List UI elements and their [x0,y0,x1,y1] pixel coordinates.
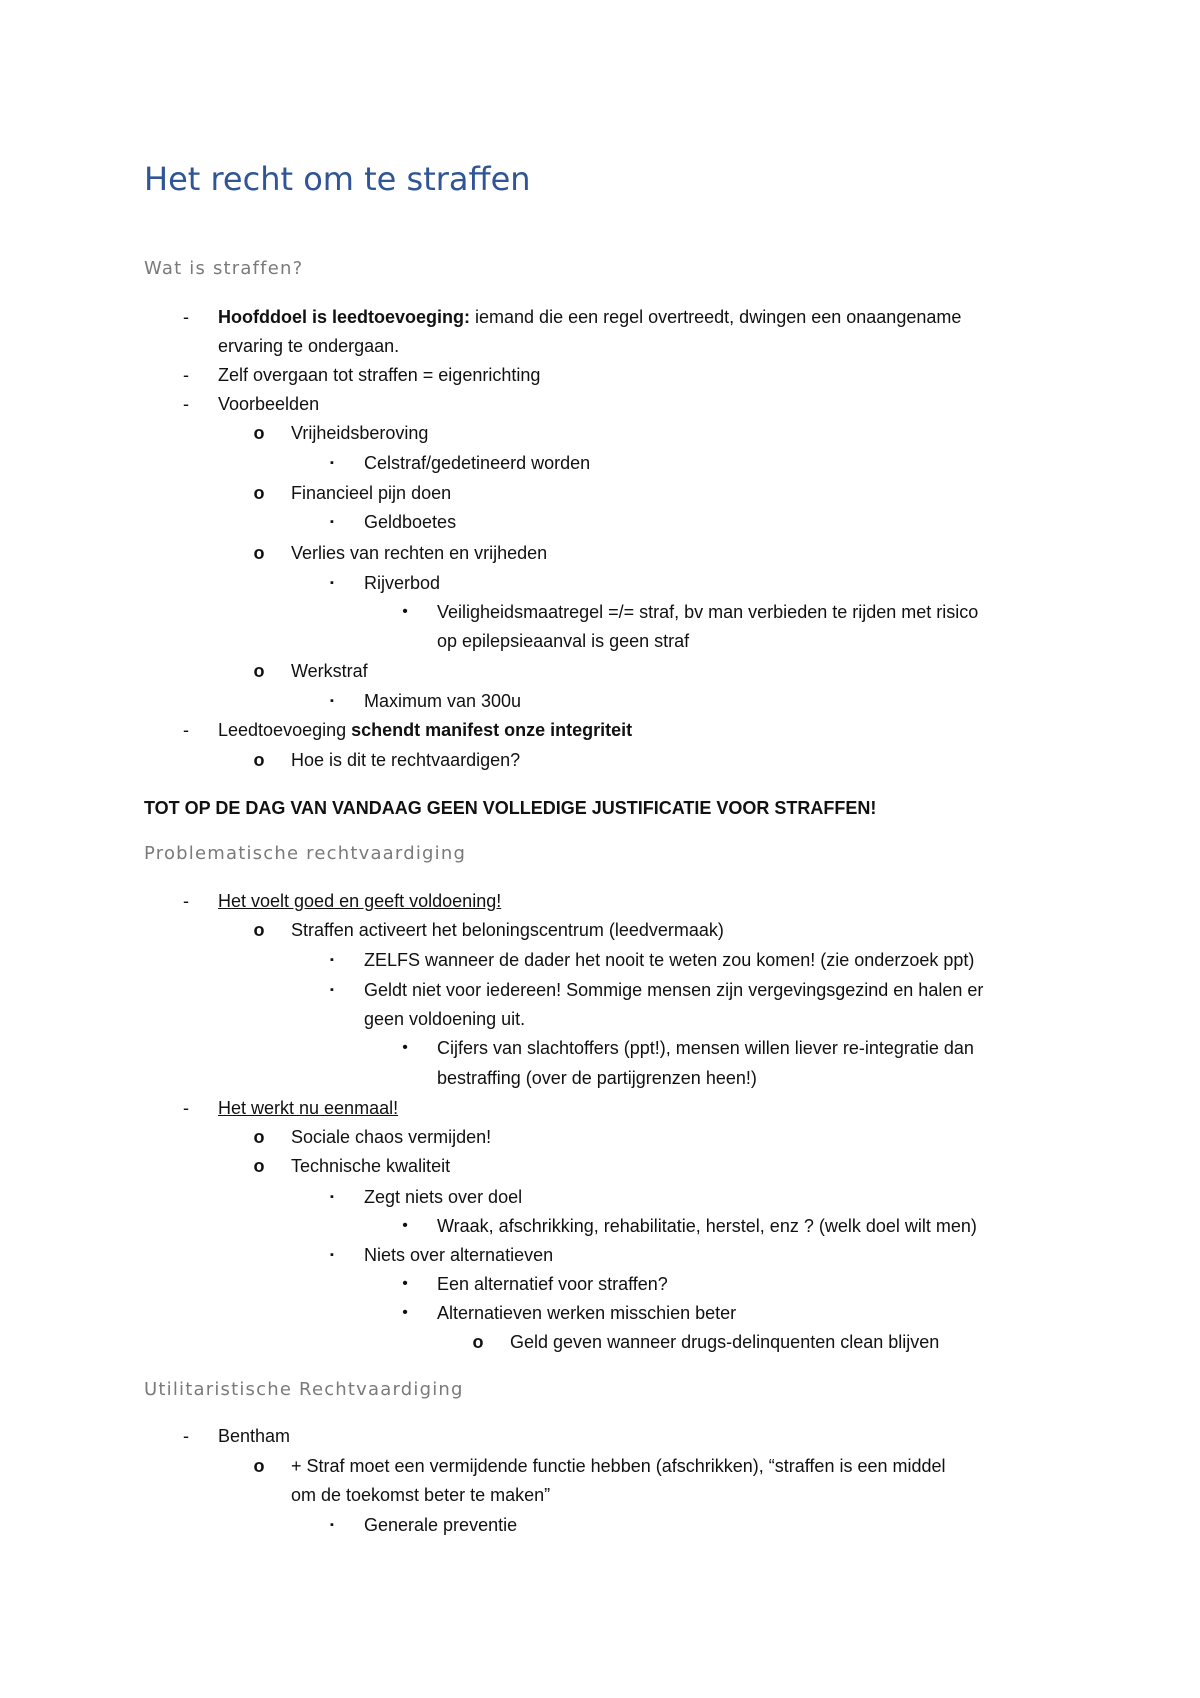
list-item: Zegt niets over doel [364,1187,523,1207]
list-item: Rijverbod [364,573,441,593]
list-item: Werkstraf [291,661,368,681]
bold-text: Hoofddoel is leedtoevoeging: [218,307,471,327]
text: Leedtoevoeging [218,720,352,740]
dot-bullet: • [402,1039,408,1056]
text: iemand die een regel overtreedt, dwingen een onaangename [470,307,962,327]
dash-bullet: - [183,1426,189,1446]
list-item: Vrijheidsberoving [291,423,429,443]
list-item: Alternatieven werken misschien beter [437,1303,737,1323]
circle-bullet: o [253,661,265,681]
circle-bullet: o [253,1456,265,1476]
section-heading-utilitaristische-rechtvaardiging: Utilitaristische Rechtvaardiging [144,1379,464,1400]
list-item: ZELFS wanneer de dader het nooit te weten zou komen! (zie onderzoek ppt) [364,950,975,970]
list-item: Het werkt nu eenmaal! [218,1098,399,1118]
list-item: Niets over alternatieven [364,1245,554,1265]
list-item [218,306,961,328]
list-item-continuation: op epilepsieaanval is geen straf [437,631,690,651]
list-item: Straffen activeert het beloningscentrum (leedvermaak) [291,920,724,940]
list-item: Een alternatief voor straffen? [437,1274,668,1294]
square-bullet: ▪ [330,954,334,966]
list-item: Maximum van 300u [364,691,522,711]
circle-bullet: o [253,1127,265,1147]
document-title: Het recht om te straffen [144,160,531,198]
circle-bullet: o [253,750,265,770]
list-item: Financieel pijn doen [291,483,452,503]
dash-bullet: - [183,891,189,911]
square-bullet: ▪ [330,457,334,469]
circle-bullet: o [253,1156,265,1176]
list-item: Wraak, afschrikking, rehabilitatie, herstel, enz ? (welk doel wilt men) [437,1216,977,1236]
square-bullet: ▪ [330,577,334,589]
bold-text: schendt manifest onze integriteit [351,720,633,740]
list-item: Geld geven wanneer drugs-delinquenten clean blijven [510,1332,940,1352]
circle-bullet: o [253,543,265,563]
list-item-continuation: om de toekomst beter te maken” [291,1485,551,1505]
list-item [218,719,632,741]
dash-bullet: - [183,307,189,327]
square-bullet: ▪ [330,516,334,528]
list-item-continuation: bestraffing (over de partijgrenzen heen!) [437,1068,757,1088]
dash-bullet: - [183,720,189,740]
square-bullet: ▪ [330,695,334,707]
list-item: Het voelt goed en geeft voldoening! [218,891,502,911]
list-item: Technische kwaliteit [291,1156,451,1176]
circle-bullet: o [253,920,265,940]
dash-bullet: - [183,1098,189,1118]
list-item: Hoe is dit te rechtvaardigen? [291,750,521,770]
square-bullet: ▪ [330,1191,334,1203]
list-item: Bentham [218,1426,291,1446]
circle-bullet: o [253,483,265,503]
dot-bullet: • [402,1304,408,1321]
dot-bullet: • [402,1275,408,1292]
list-item: Cijfers van slachtoffers (ppt!), mensen willen liever re-integratie dan [437,1038,974,1058]
dot-bullet: • [402,603,408,620]
list-item-continuation: ervaring te ondergaan. [218,336,400,356]
circle-bullet: o [253,423,265,443]
square-bullet: ▪ [330,1249,334,1261]
section-heading-problematische-rechtvaardiging: Problematische rechtvaardiging [144,843,467,864]
list-item: + Straf moet een vermijdende functie hebben (afschrikken), “straffen is een middel [291,1456,946,1476]
list-item: Sociale chaos vermijden! [291,1127,492,1147]
square-bullet: ▪ [330,984,334,996]
dash-bullet: - [183,394,189,414]
dot-bullet: • [402,1217,408,1234]
list-item: Voorbeelden [218,394,320,414]
list-item: Verlies van rechten en vrijheden [291,543,548,563]
list-item: Generale preventie [364,1515,518,1535]
square-bullet: ▪ [330,1519,334,1531]
callout-statement: TOT OP DE DAG VAN VANDAAG GEEN VOLLEDIGE JUSTIFICATIE VOOR STRAFFEN! [144,798,877,818]
circle-bullet: o [472,1332,484,1352]
section-heading-wat-is-straffen: Wat is straffen? [144,258,304,279]
list-item: Geldboetes [364,512,457,532]
list-item-continuation: geen voldoening uit. [364,1009,526,1029]
list-item: Celstraf/gedetineerd worden [364,453,591,473]
list-item: Zelf overgaan tot straffen = eigenrichting [218,365,541,385]
list-item: Veiligheidsmaatregel =/= straf, bv man verbieden te rijden met risico [437,602,979,622]
dash-bullet: - [183,365,189,385]
list-item: Geldt niet voor iedereen! Sommige mensen zijn vergevingsgezind en halen er [364,980,984,1000]
